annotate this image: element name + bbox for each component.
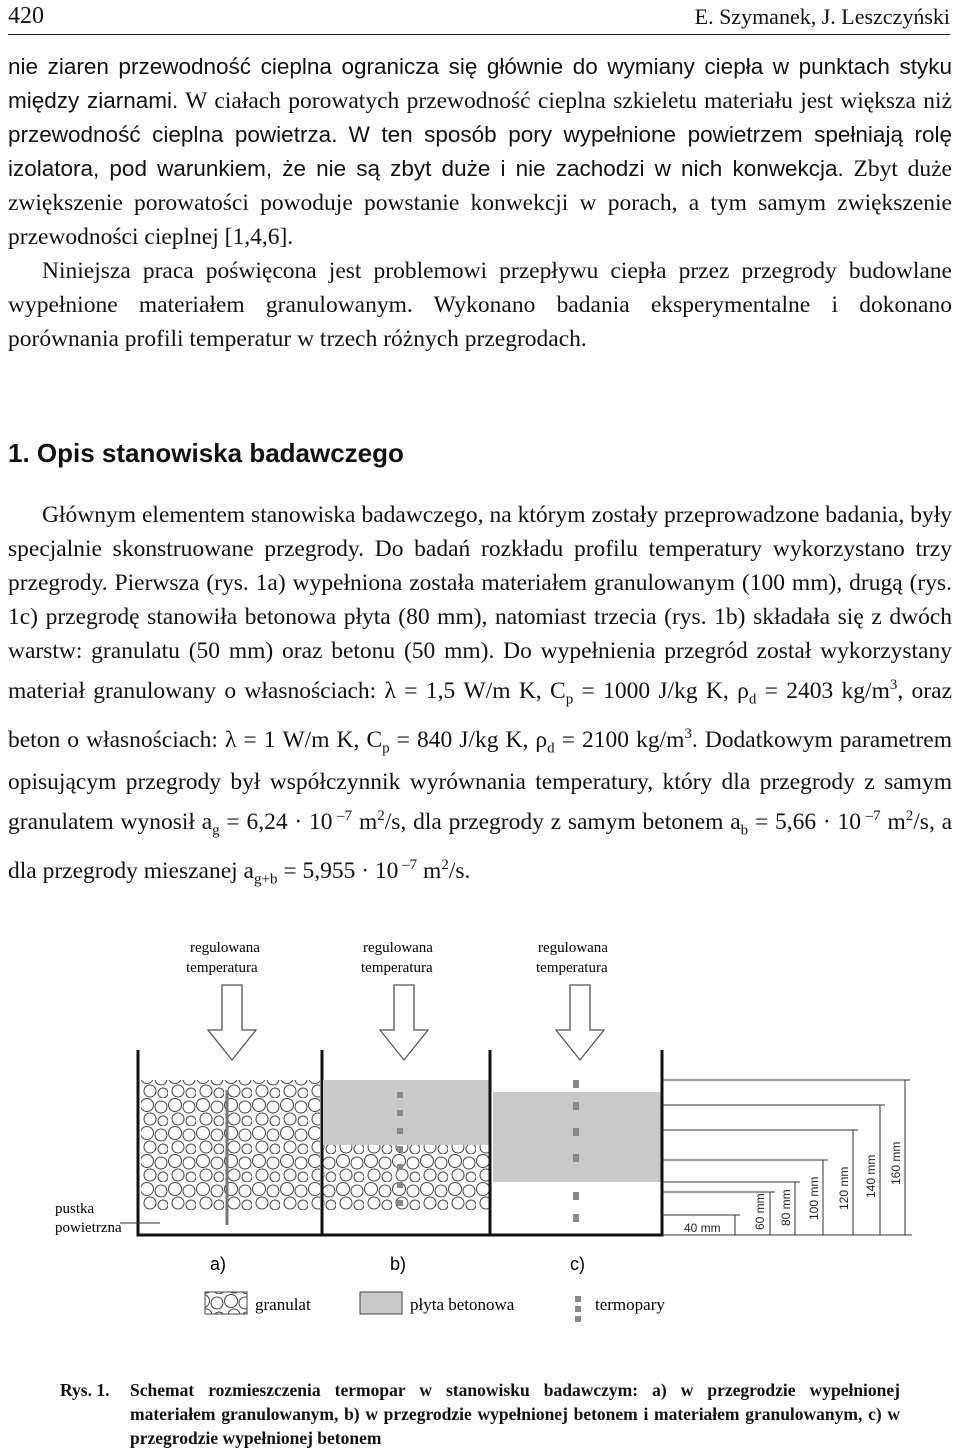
air-gap-label-1: pustka (55, 1201, 95, 1217)
setup-text-a: Głównym elementem stanowiska badawczego, na którym zostały przeprowadzone badania, były specjalnie skonstruowane przegrody. Do badań rozkładu profilu temperatury wykorzystano trzy przegrody. Pierwsza (rys. 1a) wypełniona została materiałem granulowanym (100 mm), drugą (rys. 1c) przegrodę stanowiła betonowa płyta (80 mm), natomiast trzecia (rys. 1b) składała się z dwóch warstw: granulatu (50 mm) oraz betonu (50 mm). Do wypełnienia przegród został wykorzystany materiał granulowany o własnościach: λ = 1,5 W/m K, C (8, 502, 952, 704)
figure-caption (60, 1378, 900, 1450)
down-arrow-icon (208, 985, 256, 1060)
legend-granulate: granulat (255, 1295, 311, 1314)
sup-2-2: 2 (905, 808, 914, 825)
intro-text-5: Zbyt duże zwiększenie porowatości powoduje powstanie konwekcji w porach, a tym samym zwiększenie przewodności cieplnej [1,4,6]. (8, 156, 952, 250)
sup-m7: –7 (332, 808, 353, 825)
intro-text-3: przewodność cieplna powietrza. (8, 122, 338, 147)
legend-plate-swatch (360, 1292, 402, 1314)
panel-label-c: c) (570, 1254, 585, 1274)
dim-label-160: 160 mm (889, 1141, 903, 1185)
setup-text-c: = 2403 kg/m (756, 677, 890, 704)
sub-p-2: p (382, 740, 390, 757)
dim-label-80: 80 mm (779, 1189, 793, 1226)
paragraph-setup (8, 498, 952, 896)
setup-text-g: . Dodatkowym parametrem opisującym przegrody był współczynnik wyrównania temperatury, który dla przegrody z samym granulatem wynosił a (8, 726, 953, 835)
page-number: 420 (8, 3, 44, 29)
air-gap-label-2: powietrzna (55, 1220, 122, 1236)
sup-3-2: 3 (684, 725, 692, 742)
paragraph-intro (8, 50, 952, 356)
arrow-label-b1: regulowana (363, 940, 433, 956)
sup-2-3: 2 (441, 856, 449, 873)
arrow-label-c1: regulowana (538, 940, 608, 956)
running-authors: E. Szymanek, J. Leszczyński (694, 4, 950, 29)
arrow-group-c (536, 940, 608, 1060)
setup-text-d: , oraz beton o własnościach: λ = 1 W/m K, C (8, 677, 952, 753)
page-header (8, 0, 950, 35)
partition-b (323, 1050, 490, 1235)
sub-d-2: d (547, 740, 555, 757)
dim-label-100: 100 mm (807, 1176, 821, 1220)
arrow-label-a1: regulowana (190, 940, 260, 956)
setup-text-b: = 1000 J/kg K, ρ (573, 677, 749, 704)
sub-p: p (565, 691, 574, 708)
arrow-group-a (186, 940, 260, 1060)
setup-text-e: = 840 J/kg K, ρ (389, 726, 548, 753)
setup-text-i-2: m (880, 808, 906, 835)
caption-label: Rys. 1. (60, 1380, 110, 1400)
setup-text-n: /s. (448, 857, 471, 884)
sup-m7-2: –7 (861, 808, 881, 825)
figure-legend (205, 1292, 665, 1322)
legend-granulate-swatch (205, 1292, 247, 1314)
intro-text-4: W ten sposób pory wypełnione powietrzem spełniają rolę izolatora, pod warunkiem, że nie są zbyt duże i nie zachodzi w nich konwekcja. (8, 122, 952, 181)
setup-text-m: = 5,955 · 10 (277, 857, 399, 884)
sub-g: g (212, 822, 220, 839)
sup-2: 2 (377, 808, 385, 825)
intro-text-1: nie ziaren przewodność cieplna ogranicza się głównie do wymiany ciepła w punktach styku między ziarnami. (8, 54, 952, 113)
setup-text-j: /s, dla przegrody z samym betonem a (384, 808, 741, 835)
arrow-group-b (361, 940, 433, 1060)
panel-label-a: a) (210, 1254, 227, 1274)
down-arrow-icon (556, 985, 604, 1060)
sub-gb: g+b (253, 871, 278, 888)
section-title: 1. Opis stanowiska badawczego (8, 438, 404, 468)
legend-thermocouples: termopary (595, 1295, 665, 1314)
granulate-fill-a (141, 1080, 320, 1210)
legend-plate: płyta betonowa (410, 1295, 515, 1314)
figure-test-stand (0, 930, 960, 1350)
sup-3: 3 (889, 677, 898, 693)
paragraph-aim: Niniejsza praca poświęcona jest problemowi przepływu ciepła przez przegrody budowlane wypełnione materiałem granulowanym. Wykonano badania eksperymentalne i dokonano porównania profili temperatur w trzech różnych przegrodach. (8, 258, 952, 352)
setup-text-h: = 6,24 · 10 (219, 808, 333, 835)
sup-m7-3: –7 (398, 856, 418, 873)
setup-text-i: m (352, 808, 378, 835)
granulate-fill-b (323, 1145, 490, 1210)
partition-a (138, 1050, 322, 1235)
intro-text-2: W ciałach porowatych przewodność cieplna szkieletu materiału jest większa niż (185, 88, 953, 114)
caption-text: Schemat rozmieszczenia termopar w stanowisku badawczym: a) w przegrodzie wypełnionej materiałem granulowanym, b) w przegrodzie wypełnionej betonem i materiałem granulowanym, c) w przegrodzie wypełnionej betonem (130, 1380, 900, 1448)
arrow-label-a2: temperatura (186, 960, 258, 976)
dim-label-40: 40 mm (684, 1221, 721, 1235)
dim-label-60: 60 mm (753, 1193, 767, 1230)
panel-label-b: b) (390, 1254, 407, 1274)
dim-label-120: 120 mm (837, 1166, 851, 1210)
sub-d: d (748, 691, 757, 708)
setup-text-l: /s, a dla przegrody mieszanej a (8, 808, 953, 884)
arrow-label-b2: temperatura (361, 960, 433, 976)
down-arrow-icon (380, 985, 428, 1060)
arrow-label-c2: temperatura (536, 960, 608, 976)
setup-text-i-3: m (417, 857, 442, 884)
dim-label-140: 140 mm (864, 1154, 878, 1198)
setup-text-f: = 2100 kg/m (554, 726, 685, 753)
concrete-fill-b (323, 1080, 490, 1145)
setup-text-k: = 5,66 · 10 (748, 808, 862, 835)
sub-b: b (740, 822, 749, 839)
